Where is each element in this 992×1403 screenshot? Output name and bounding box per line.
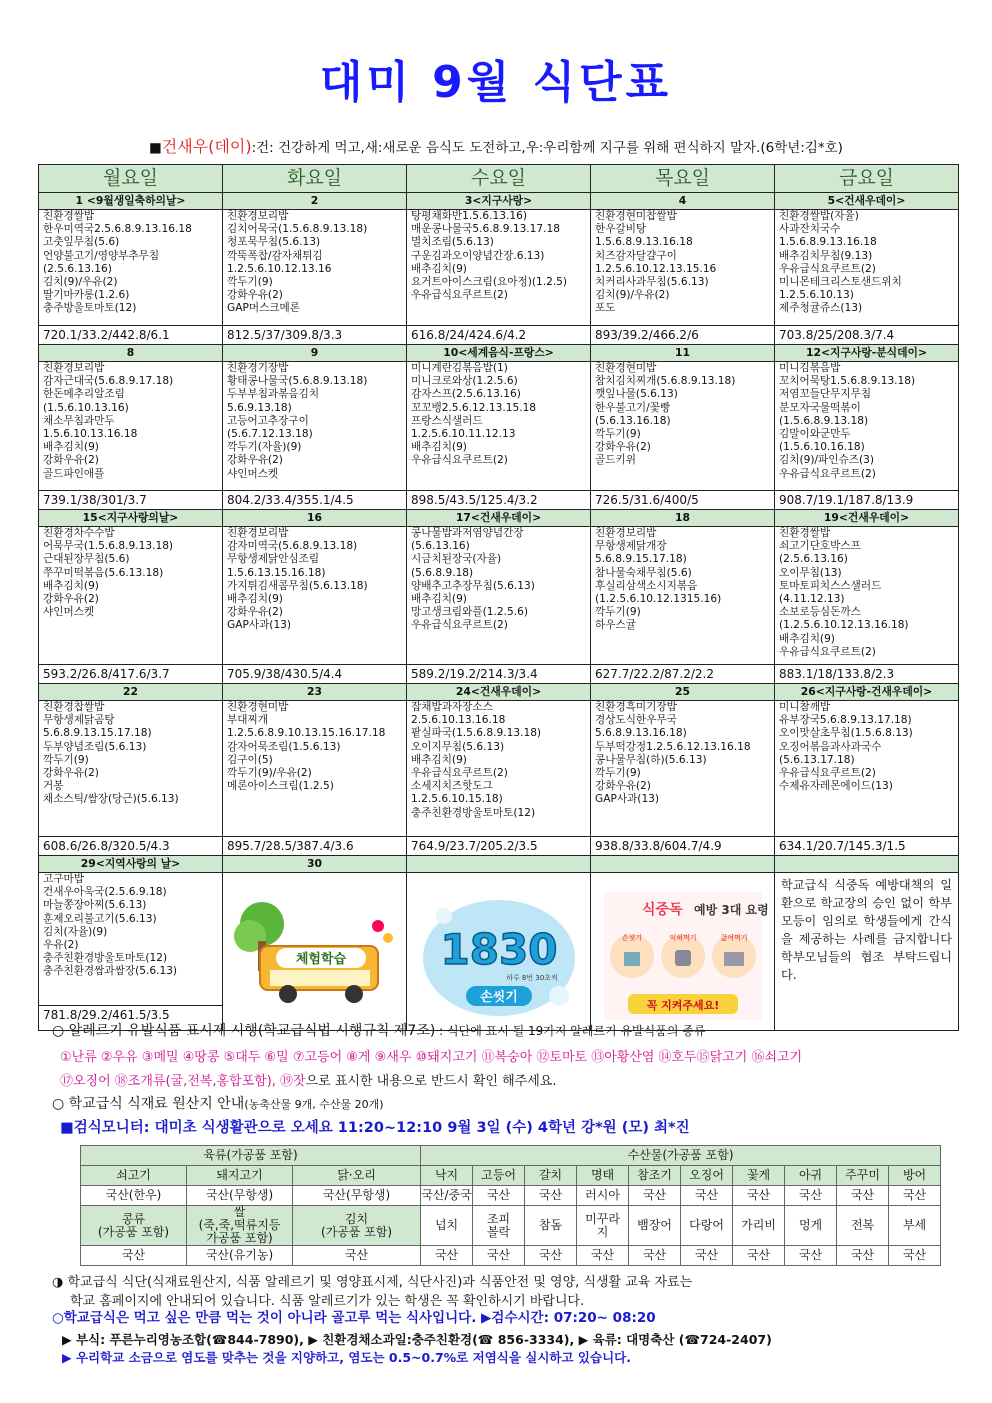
origin-item-value: 국산	[577, 1246, 629, 1266]
field-trip-poster	[223, 873, 407, 1031]
circle-bullet-icon: ○	[52, 1096, 65, 1112]
day-nutrition: 812.5/37/309.8/3.3	[223, 326, 407, 345]
weekday-mon: 월요일	[39, 165, 223, 193]
day-menu: 잡채밥과자장소스 2.5.6.10.13.16.18 팥실파국(1.5.6.8.9.13.18) 오이지무침(5.6.13) 배추김치(9) 우유급식요쿠르트(2) 소세지치즈핫도그 1.2.5.6.10.15.18) 충주친환경방울토마토(12)	[407, 701, 591, 837]
origin-item-name: 참조기	[629, 1166, 681, 1186]
origin-item-value: 국산	[81, 1246, 187, 1266]
day-menu: 친환경기장밥 황태콩나물국(5.6.8.9.13.18) 두부부침과볶음김치 5.6.9.13.18) 고등어고추장구이 (5.6.7.12.13.18) 깍두기(자율)(9) 강화우유(2) 샤인머스켓	[223, 362, 407, 491]
day-menu: 친환경보리밥 무항생제닭개장 5.6.8.9.15.17.18) 참나물숙채무침(5.6) 후실리삼색소시지볶음 (1.2.5.6.10.12.1315.16) 깍두기(9) 하우스귤	[591, 527, 775, 665]
snack-notice: 학교급식 식중독 예방대책의 일환으로 학교장의 승인 없이 학부모등이 임의로 학생들에게 간식을 제공하는 사례를 금지합니다 학부모님들의 협조 부탁드립니다.	[775, 873, 959, 1031]
origin-item-name: 미꾸라 지	[577, 1206, 629, 1246]
day-menu: 콩나물밥과저염양념간장 (5.6.13.16) 시금치된장국(자율) (5.6.8.9.18) 양배추고추장무침(5.6.13) 배추김치(9) 망고생크림와플(1.2.5.6) 우유급식요쿠르트(2)	[407, 527, 591, 665]
inspection-monitor: ■검식모니터: 대미초 식생활관으로 오세요 11:20~12:10 9월 3일 (수) 4학년 강*원 (모) 최*진	[60, 1120, 690, 1136]
day-menu: 고구마밥 건새우아욱국(2.5.6.9.18) 마늘쫑장아찌(5.6.13) 훈제오리불고기(5.6.13) 김치(자율)(9) 우유(2) 충주친환경방울토마토(12) 충주친환경쌈과쌈장(5.6.13)	[43, 873, 178, 978]
food-poisoning-illustration	[598, 886, 768, 1026]
origin-item-value: 국산	[525, 1246, 577, 1266]
date-row	[39, 510, 959, 527]
origin-item-name: 꽃게	[733, 1166, 785, 1186]
origin-item-value: 국산	[733, 1246, 785, 1266]
day-nutrition: 634.1/20.7/145.3/1.5	[775, 837, 959, 856]
weekday-header	[39, 165, 959, 193]
day-date: 30	[223, 856, 407, 873]
origin-item-name: 조피 볼락	[473, 1206, 525, 1246]
origin-item-name: 돼지고기	[187, 1166, 293, 1186]
day-menu: 미니참깨밥 유부장국5.6.8.9.13.17.18) 오이맛살초무침(1.5.6.8.13) 오징어볶음과사과국수 (5.6.13.17.18) 우유급식요쿠르트(2) 수제유자레몬에이드(13)	[775, 701, 959, 837]
date-row	[39, 684, 959, 701]
origin-value-row	[81, 1186, 941, 1206]
origin-item-name: 쇠고기	[81, 1166, 187, 1186]
day-date: 18	[591, 510, 775, 527]
origin-item-name: 다랑어	[681, 1206, 733, 1246]
origin-item-value: 러시아	[577, 1186, 629, 1206]
day-date: 25	[591, 684, 775, 701]
menu-row	[39, 362, 959, 491]
date-row	[39, 193, 959, 210]
nutrition-row	[39, 326, 959, 345]
handwash-line: 하루 8번 30초씩	[505, 974, 558, 983]
day-date: 2	[223, 193, 407, 210]
day-date: 23	[223, 684, 407, 701]
origin-item-value: 국산(유기농)	[187, 1246, 293, 1266]
allergy-list-2	[60, 1070, 556, 1089]
circle-bullet-icon: ○	[52, 1023, 65, 1039]
day-menu: 친환경쌀밥(자율) 사과잔치국수 1.5.6.8.9.13.16.18 배추김치무침(9.13) 우유급식요쿠르트(2) 미니몬테크리스토샌드위치1.2.5.6.10.13) 제주청귤쥬스(13)	[775, 210, 959, 326]
origin-name-row	[81, 1166, 941, 1186]
origin-item-name: 부세	[889, 1206, 941, 1246]
day-nutrition: 703.8/25/208.3/7.4	[775, 326, 959, 345]
day-menu: 친환경현미밥 부대찌개 1.2.5.6.8.9.10.13.15.16.17.18 감자어묵조림(1.5.6.13) 김구이(5) 깍두기(9)/우유(2) 메론아이스크림(1.2.5)	[223, 701, 407, 837]
day-menu: 탕평채화반1.5.6.13.16) 매운콩나물국5.6.8.9.13.17.18 멸치조림(5.6.13) 구운김과오이양념간장.6.13) 배추김치(9) 요거트아이스크림(요아정)(1.2.5) 우유급식요쿠르트(2)	[407, 210, 591, 326]
origin-item-name: 방어	[889, 1166, 941, 1186]
nutrition-row	[39, 665, 959, 684]
origin-group-meat: 육류(가공품 포함)	[81, 1146, 421, 1166]
allergy-notice-tail: : 식단에 표시 될 19가지 알레르기 유발식품의 종류	[435, 1024, 706, 1038]
day-menu: 친환경보리밥 감자근대국(5.6.8.9.17.18) 한돈메추리알조림 (1.5.6.10.13.16) 채소무침과만두 1.5.6.10.13.16.18 배추김치(9) 강화우유(2) 골드파인애플	[39, 362, 223, 491]
menu-table	[38, 164, 959, 1031]
origin-item-value: 국산	[785, 1186, 837, 1206]
origin-item-value: 국산	[733, 1186, 785, 1206]
allergy-list-1: ①난류 ②우유 ③메밀 ④땅콩 ⑤대두 ⑥밀 ⑦고등어 ⑧게 ⑨새우 ⑩돼지고기 ⑪복숭아 ⑫토마토 ⑬아황산염 ⑭호두⑮닭고기 ⑯쇠고기	[60, 1050, 803, 1065]
day-nutrition: 726.5/31.6/400/5	[591, 491, 775, 510]
day-nutrition: 883.1/18/133.8/2.3	[775, 665, 959, 684]
day-nutrition: 893/39.2/466.2/6	[591, 326, 775, 345]
day-date: 11	[591, 345, 775, 362]
day-menu: 미니김볶음밥 꼬치어묵탕1.5.6.8.9.13.18) 저염꼬들단무지무침 분모자국물떡볶이 (1.5.6.8.9.13.18) 김말이와군만두 (1.5.6.10.16.18) 김치(9)/파인슈즈(3) 우유급식요쿠르트(2)	[775, 362, 959, 491]
page-title: 대미 9월 식단표	[319, 57, 673, 108]
handwash-number: 1830	[440, 925, 557, 975]
poisoning-title-red: 식중독	[641, 902, 683, 919]
day-menu: 친환경보리밥 김치어묵국(1.5.6.8.9.13.18) 청포묵무침(5.6.13) 깍뚝폭찹/감자채튀김1.2.5.6.10.12.13.16 깍두기(9) 강화우유(2) GAP머스크메론	[223, 210, 407, 326]
day-date: 9	[223, 345, 407, 362]
origin-name-row	[81, 1206, 941, 1246]
nutrition-row	[39, 491, 959, 510]
empty-date	[775, 856, 959, 873]
origin-item-value: 국산	[473, 1246, 525, 1266]
origin-item-name: 김치 (가공품 포함)	[293, 1206, 421, 1246]
slogan-bullet: ■	[149, 140, 162, 156]
origin-item-value: 국산	[681, 1186, 733, 1206]
origin-group-seafood: 수산물(가공품 포함)	[421, 1146, 941, 1166]
weekday-fri: 금요일	[775, 165, 959, 193]
origin-item-value: 국산	[629, 1246, 681, 1266]
day-nutrition: 705.9/38/430.5/4.4	[223, 665, 407, 684]
day-date: 19<건새우데이>	[775, 510, 959, 527]
day-menu: 친환경차수수밥 어묵무국(1.5.6.8.9.13.18) 근대된장무침(5.6) 쭈꾸미떡볶음(5.6.13.18) 배추김치(9) 강화우유(2) 샤인머스켓	[39, 527, 223, 665]
handwash-caption: 손씻기	[479, 990, 518, 1006]
footer-info-line-2: 학교 홈페이지에 안내되어 있습니다. 식품 알레르기가 있는 학생은 꼭 확인하시기 바랍니다.	[70, 1294, 585, 1309]
origin-item-name: 참돔	[525, 1206, 577, 1246]
day-date: 4	[591, 193, 775, 210]
weekday-tue: 화요일	[223, 165, 407, 193]
day-date: 3<지구사랑>	[407, 193, 591, 210]
poisoning-title-rest: 예방 3대 요령	[693, 903, 768, 918]
weekday-wed: 수요일	[407, 165, 591, 193]
day-date: 24<건새우데이>	[407, 684, 591, 701]
slogan	[0, 134, 992, 157]
day-nutrition: 627.7/22.2/87.2/2.2	[591, 665, 775, 684]
menu-row	[39, 527, 959, 665]
origin-item-name: 주꾸미	[837, 1166, 889, 1186]
day-nutrition: 804.2/33.4/355.1/4.5	[223, 491, 407, 510]
origin-value-row	[81, 1246, 941, 1266]
handwash-poster	[407, 873, 591, 1031]
day-menu: 친환경쌀밥 한우미역국2.5.6.8.9.13.16.18 고춧잎무침(5.6) 언양불고기/영양부추무침(2.5.6.13.16) 김치(9)/우유(2) 딸기마카롱(1.2.6) 충주방울토마토(12)	[39, 210, 223, 326]
day-nutrition: 739.1/38/301/3.7	[39, 491, 223, 510]
origin-item-name: 아귀	[785, 1166, 837, 1186]
footer-eat-message: ○학교급식은 먹고 싶은 만큼 먹는 것이 아니라 골고루 먹는 식사입니다. ▶검수시간: 07:20~ 08:20	[52, 1310, 656, 1326]
date-row	[39, 345, 959, 362]
origin-item-value: 국산	[293, 1246, 421, 1266]
origin-item-name: 멍게	[785, 1206, 837, 1246]
origin-item-name: 고등어	[473, 1166, 525, 1186]
day-nutrition: 764.9/23.7/205.2/3.5	[407, 837, 591, 856]
origin-item-name: 콩류 (가공품 포함)	[81, 1206, 187, 1246]
origin-item-value: 국산(무항생)	[187, 1186, 293, 1206]
origin-item-value: 국산	[889, 1186, 941, 1206]
footer-salt: ▶ 우리학교 소금으로 염도를 맞추는 것을 지양하고, 염도는 0.5~0.7%로 저염식을 실시하고 있습니다.	[62, 1350, 631, 1365]
day-date: 5<건새우데이>	[775, 193, 959, 210]
day-menu: 친환경쌀밥 쇠고기단호박스프 (2.5.6.13.16) 오이무침(13) 토마토피치스스샐러드 (4.11.12.13) 소보로등심돈까스(1.2.5.6.10.12.13.16.18) 배추김치(9) 우유급식요쿠르트(2)	[775, 527, 959, 665]
origin-item-value: 국산	[629, 1186, 681, 1206]
origin-item-name: 갈치	[525, 1166, 577, 1186]
handwash-illustration	[414, 886, 584, 1026]
food-poisoning-poster	[591, 873, 775, 1031]
origin-notice	[52, 1093, 384, 1113]
origin-notice-tail: (농축산물 9개, 수산물 20개)	[244, 1098, 384, 1111]
poisoning-item-3: 끓여먹기	[719, 934, 748, 943]
empty-date	[591, 856, 775, 873]
day-date: 26<지구사랑-건새우데이>	[775, 684, 959, 701]
day-date: 22	[39, 684, 223, 701]
day-menu: 친환경흑미기장밥 경상도식한우무국 5.6.8.9.13.16.18) 두부떡강정1.2.5.6.12.13.16.18 콩나물무침(하)(5.6.13) 깍두기(9) 강화우유(2) GAP사과(13)	[591, 701, 775, 837]
origin-item-value: 국산	[525, 1186, 577, 1206]
date-row	[39, 856, 959, 873]
allergy-list-2-items: ⑰오징어 ⑱조개류(굴,전복,홍합포함), ⑲잣	[60, 1074, 306, 1089]
nutrition-row	[39, 837, 959, 856]
slogan-keyword: 건새우(데이)	[161, 137, 252, 156]
day-date: 16	[223, 510, 407, 527]
origin-table	[80, 1145, 941, 1266]
day-nutrition: 938.8/33.8/604.7/4.9	[591, 837, 775, 856]
allergy-notice-head: 알레르기 유발식품 표시제 시행(학교급식법 시행규칙 제7조)	[68, 1023, 436, 1039]
footer-info-line-1: ◑ 학교급식 식단(식재료원산지, 식품 알레르기 및 영양표시제, 식단사진)과 식품안전 및 영양, 식생활 교육 자료는	[52, 1275, 693, 1290]
footer-suppliers: ▶ 부식: 푸른누리영농조합(☎844-7890), ▶ 친환경채소과일:충주친환경(☎ 856-3334), ▶ 육류: 대명축산 (☎724-2407)	[62, 1332, 772, 1347]
day-nutrition: 720.1/33.2/442.8/6.1	[39, 326, 223, 345]
poisoning-item-2: 익혀먹기	[668, 934, 697, 943]
day-nutrition: 589.2/19.2/214.3/3.4	[407, 665, 591, 684]
day-date: 15<지구사랑의날>	[39, 510, 223, 527]
origin-item-value: 국산(한우)	[81, 1186, 187, 1206]
weekday-thu: 목요일	[591, 165, 775, 193]
day-nutrition: 781.8/29.2/461.5/3.5	[39, 1005, 222, 1024]
poisoning-item-1: 손씻기	[621, 934, 642, 943]
day-menu: 친환경보리밥 감자미역국(5.6.8.9.13.18) 무항생제닭안심조림1.5.6.13.15.16.18) 가지튀김새콤무침(5.6.13.18) 배추김치(9) 강화우유(2) GAP사과(13)	[223, 527, 407, 665]
origin-item-value: 국산	[889, 1246, 941, 1266]
day-menu: 친환경현미밥 참치김치찌개(5.6.8.9.13.18) 깻잎나물(5.6.13) 한우불고기/꽃빵 (5.6.13.16.18) 깍두기(9) 강화우유(2) 골드키위	[591, 362, 775, 491]
day-nutrition: 608.6/26.8/320.5/4.3	[39, 837, 223, 856]
poisoning-footer: 꼭 지켜주세요!	[646, 999, 719, 1013]
origin-item-value: 국산	[421, 1246, 473, 1266]
origin-item-name: 넙치	[421, 1206, 473, 1246]
allergy-notice	[52, 1020, 705, 1040]
day-date: 1 <9월생일축하의날>	[39, 193, 223, 210]
origin-item-value: 국산	[837, 1186, 889, 1206]
origin-item-name: 닭·오리	[293, 1166, 421, 1186]
origin-item-name: 쌀 (죽,죽,떡류지등 가공품 포함)	[187, 1206, 293, 1246]
day-date: 12<지구사랑-분식데이>	[775, 345, 959, 362]
day-nutrition: 593.2/26.8/417.6/3.7	[39, 665, 223, 684]
origin-item-value: 국산/중국	[421, 1186, 473, 1206]
day-nutrition: 898.5/43.5/125.4/3.2	[407, 491, 591, 510]
origin-item-value: 국산	[681, 1246, 733, 1266]
origin-item-name: 뱀장어	[629, 1206, 681, 1246]
day-menu-29	[39, 873, 223, 1031]
origin-item-name: 가리비	[733, 1206, 785, 1246]
day-menu: 친환경찹쌀밥 무항생제닭곰탕 5.6.8.9.13.15.17.18) 두부양념조림(5.6.13) 깍두기(9) 강화우유(2) 거봉 채소스틱/쌈장(당근)(5.6.13)	[39, 701, 223, 837]
day-nutrition: 908.7/19.1/187.8/13.9	[775, 491, 959, 510]
origin-item-name: 명태	[577, 1166, 629, 1186]
origin-item-name: 낙지	[421, 1166, 473, 1186]
origin-item-value: 국산(무항생)	[293, 1186, 421, 1206]
empty-date	[407, 856, 591, 873]
day-menu: 친환경현미찹쌀밥 한우갈비탕 1.5.6.8.9.13.16.18 치즈감자달걀구이1.2.5.6.10.12.13.15.16 치커리사과무침(5.6.13) 김치(9)/우유(2) 포도	[591, 210, 775, 326]
day-date: 17<건새우데이>	[407, 510, 591, 527]
allergy-list-2-tail: 으로 표시한 내용으로 반드시 확인 해주세요.	[305, 1074, 557, 1089]
origin-item-name: 전복	[837, 1206, 889, 1246]
day-nutrition: 895.7/28.5/387.4/3.6	[223, 837, 407, 856]
origin-notice-head: 학교급식 식재료 원산지 안내	[68, 1096, 245, 1112]
slogan-text: :건: 건강하게 먹고,새:새로운 음식도 도전하고,우:우리함께 지구를 위해 편식하지 말자.(6학년:김*호)	[251, 140, 843, 156]
day-menu: 미니계란김볶음밥(1) 미니크로와상(1.2.5.6) 감자스프(2.5.6.13.16) 꼬꼬뱅2.5.6.12.13.15.18 프랑스식샐러드 1.2.5.6.10.11.12.13 배추김치(9) 우유급식요쿠르트(2)	[407, 362, 591, 491]
day-date: 8	[39, 345, 223, 362]
origin-item-name: 오징어	[681, 1166, 733, 1186]
day-date: 10<세계음식-프랑스>	[407, 345, 591, 362]
field-trip-illustration	[230, 886, 400, 1026]
origin-item-value: 국산	[785, 1246, 837, 1266]
footer-info	[52, 1271, 692, 1309]
day-nutrition: 616.8/24/424.6/4.2	[407, 326, 591, 345]
menu-row	[39, 701, 959, 837]
day-date: 29<지역사랑의 날>	[39, 856, 223, 873]
origin-item-value: 국산	[473, 1186, 525, 1206]
menu-row	[39, 210, 959, 326]
origin-item-value: 국산	[837, 1246, 889, 1266]
poster-title: 체험학습	[295, 952, 346, 968]
